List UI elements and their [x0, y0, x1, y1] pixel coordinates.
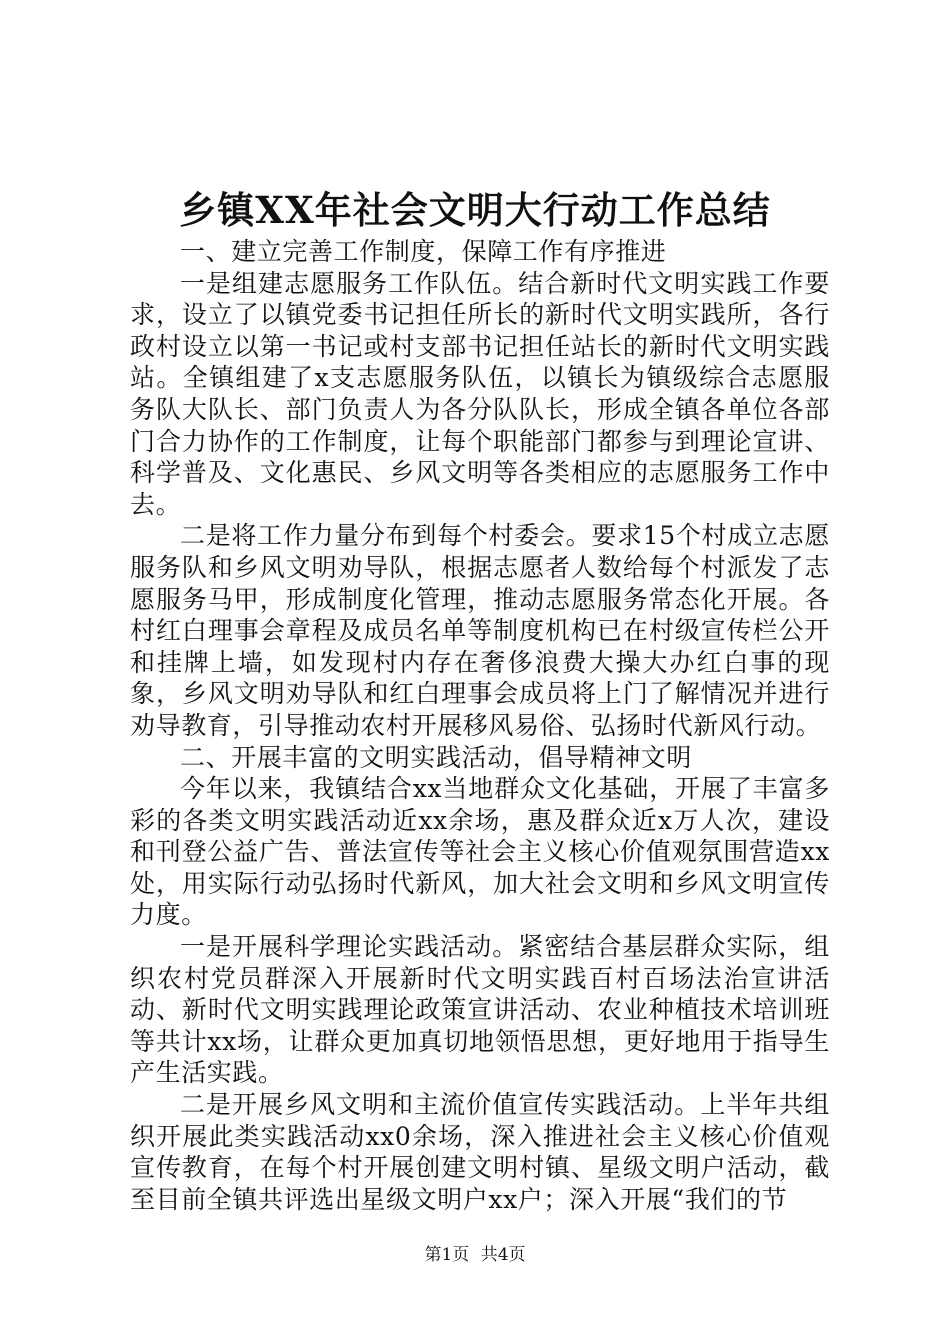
- section-heading-1: 一、建立完善工作制度，保障工作有序推进: [180, 237, 667, 266]
- paragraph-activities-overview: 今年以来，我镇结合xx当地群众文化基础，开展了丰富多彩的各类文明实践活动近xx余场，惠及群众近x万人次，建设和刊登公益广告、普法宣传等社会主义核心价值观氛围营造xx处，用实际行动弘扬时代新风，加大社会文明和乡风文明宣传力度。: [130, 774, 830, 930]
- page-total: 共4页: [480, 1245, 526, 1265]
- paragraph-volunteer-teams: 一是组建志愿服务工作队伍。结合新时代文明实践工作要求，设立了以镇党委书记担任所长的新时代文明实践所，各行政村设立以第一书记或村支部书记担任站长的新时代文明实践站。全镇组建了x支志愿服务队伍，以镇长为镇级综合志愿服务队大队长、部门负责人为各分队队长，形成全镇各单位各部门合力协作的工作制度，让每个职能部门都参与到理论宣讲、科学普及、文化惠民、乡风文明等各类相应的志愿服务工作中去。: [130, 268, 830, 519]
- paragraph-civility-promotion: 二是开展乡风文明和主流价值宣传实践活动。上半年共组织开展此类实践活动xx0余场，深入推进社会主义核心价值观宣传教育，在每个村开展创建文明村镇、星级文明户活动，截至目前全镇共评选出星级文明户xx户；深入开展“我们的节: [130, 1090, 830, 1214]
- paragraph-theory-practice: 一是开展科学理论实践活动。紧密结合基层群众实际，组织农村党员群深入开展新时代文明实践百村百场法治宣讲活动、新时代文明实践理论政策宣讲活动、农业种植技术培训班等共计xx场，让群众更加真切地领悟思想，更好地用于指导生产生活实践。: [130, 932, 830, 1088]
- page-number: 第1页: [424, 1245, 470, 1265]
- document-body: [130, 236, 830, 1215]
- paragraph-village-committees: 二是将工作力量分布到每个村委会。要求15个村成立志愿服务队和乡风文明劝导队，根据志愿者人数给每个村派发了志愿服务马甲，形成制度化管理，推动志愿服务常态化开展。各村红白理事会章程及成员名单等制度机构已在村级宣传栏公开和挂牌上墙，如发现村内存在奢侈浪费大操大办红白事的现象，乡风文明劝导队和红白理事会成员将上门了解情况并进行劝导教育，引导推动农村开展移风易俗、弘扬时代新风行动。: [130, 521, 830, 740]
- page-footer: [0, 1243, 950, 1267]
- section-heading-2: 二、开展丰富的文明实践活动，倡导精神文明: [180, 742, 693, 772]
- document-title: 乡镇XX年社会文明大行动工作总结: [179, 188, 771, 232]
